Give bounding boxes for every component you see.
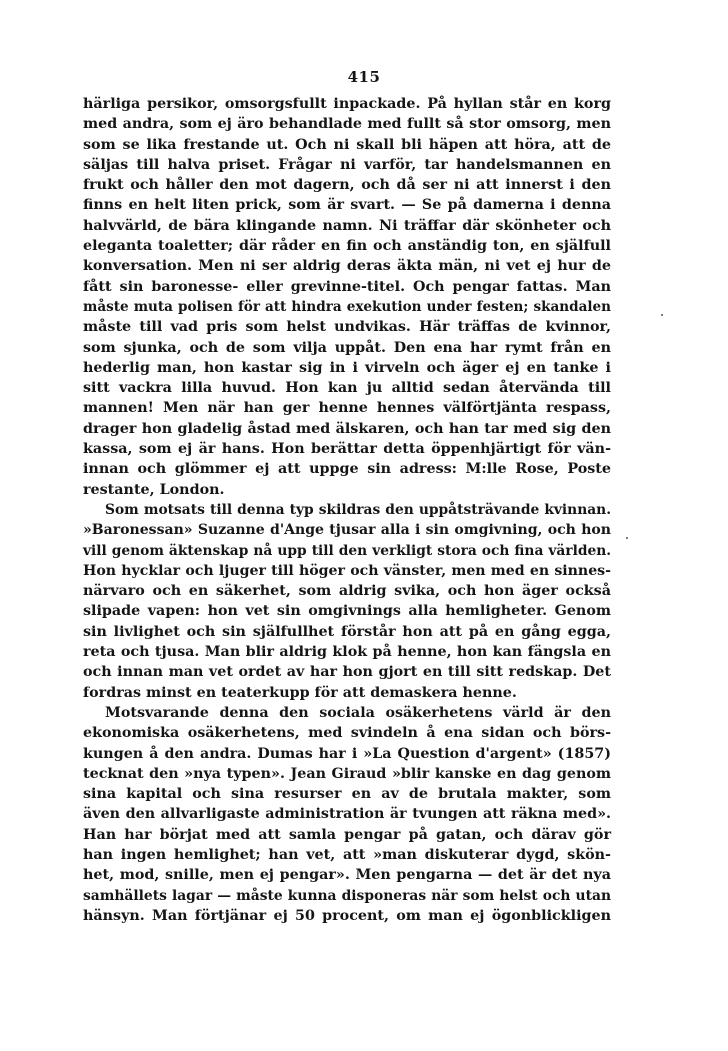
- text-line: restante, London.: [83, 481, 225, 498]
- text-line: hänsyn. Man förtjänar ej 50 procent, om man ej ögonblickligen: [83, 907, 611, 924]
- scan-speck: [626, 537, 628, 539]
- text-line: samhällets lagar — måste kunna disponeras när som helst och utan: [83, 887, 611, 904]
- text-line: Som motsats till denna typ skildras den uppåtsträvande kvinnan.: [105, 501, 611, 518]
- text-line: kungen å den andra. Dumas har i »La Question d'argent» (1857): [83, 745, 611, 762]
- text-line: slipade vapen: hon vet sin omgivnings alla hemligheter. Genom: [83, 603, 611, 620]
- text-line: fått sin baronesse- eller grevinne-titel. Och pengar fattas. Man: [83, 278, 611, 295]
- text-line: som se lika frestande ut. Och ni skall bli häpen att höra, att de: [83, 136, 611, 153]
- text-line: sina kapital och sina resurser en av de brutala makter, som: [83, 786, 611, 803]
- text-line: het, mod, snille, men ej pengar». Men pengarna — det är det nya: [83, 867, 611, 884]
- text-line: fordras minst en teaterkupp för att demaskera henne.: [83, 684, 517, 701]
- text-line: finns en helt liten prick, som är svart. — Se på damerna i denna: [83, 197, 611, 214]
- text-line: närvaro och en säkerhet, som aldrig svika, och hon äger också: [83, 583, 611, 600]
- text-line: sitt vackra lilla huvud. Hon kan ju alltid sedan återvända till: [83, 380, 611, 397]
- text-line: Han har börjat med att samla pengar på gatan, och därav gör: [83, 826, 611, 843]
- text-line: eleganta toaletter; där råder en fin och anständig ton, en själfull: [83, 238, 611, 255]
- text-line: konversation. Men ni ser aldrig deras äkta män, ni vet ej hur de: [83, 258, 611, 275]
- body-text: [83, 94, 611, 926]
- text-line: med andra, som ej äro behandlade med fullt så stor omsorg, men: [83, 116, 611, 133]
- text-line: han ingen hemlighet; han vet, att »man diskuterar dygd, skön-: [83, 846, 611, 863]
- text-line: reta och tjusa. Man blir aldrig klok på henne, hon kan fängsla en: [83, 644, 611, 661]
- text-line: som sjunka, och de som vilja uppåt. Den ena har rymt från en: [83, 339, 611, 356]
- text-line: härliga persikor, omsorgsfullt inpackade. På hyllan står en korg: [83, 96, 611, 112]
- text-line: sin livlighet och sin själfullhet förstår hon att på en gång egga,: [83, 623, 611, 640]
- text-line: »Baronessan» Suzanne d'Ange tjusar alla i sin omgivning, och hon: [83, 522, 611, 539]
- text-line: tecknat den »nya typen». Jean Giraud »blir kanske en dag genom: [83, 765, 611, 782]
- text-line: och innan man vet ordet av har hon gjort en till sitt redskap. Det: [83, 664, 611, 681]
- text-line: drager hon gladelig åstad med älskaren, och han tar med sig den: [83, 420, 611, 437]
- scan-speck: [661, 314, 663, 316]
- text-line: måste till vad pris som helst undvikas. Här träffas de kvinnor,: [83, 319, 611, 336]
- text-line: måste muta polisen för att hindra exekution under festen; skandalen: [83, 298, 611, 315]
- text-line: halvvärld, de bära klingande namn. Ni träffar där skönheter och: [83, 217, 611, 234]
- text-line: hederlig man, hon kastar sig in i virveln och äger ej en tanke i: [83, 359, 611, 376]
- text-line: mannen! Men när han ger henne hennes välförtjänta respass,: [83, 400, 611, 417]
- text-line: säljas till halva priset. Frågar ni varför, tar handelsmannen en: [83, 156, 611, 173]
- text-line: frukt och håller den mot dagern, och då ser ni att innerst i den: [83, 177, 611, 194]
- text-line: vill genom äktenskap nå upp till den verkligt stora och fina världen.: [83, 542, 611, 559]
- text-line: ekonomiska osäkerhetens, med svindeln å ena sidan och börs-: [83, 725, 611, 742]
- text-line: kassa, som ej är hans. Hon berättar detta öppenhjärtigt för vän-: [83, 441, 611, 458]
- text-line: Hon hycklar och ljuger till höger och vänster, men med en sinnes-: [83, 562, 611, 579]
- text-line: även den allvarligaste administration är tvungen att räkna med».: [83, 806, 611, 823]
- text-line: Motsvarande denna den sociala osäkerhetens värld är den: [105, 704, 611, 721]
- text-line: innan och glömmer ej att uppge sin adress: M:lle Rose, Poste: [83, 461, 611, 478]
- page-number: 415: [347, 68, 381, 86]
